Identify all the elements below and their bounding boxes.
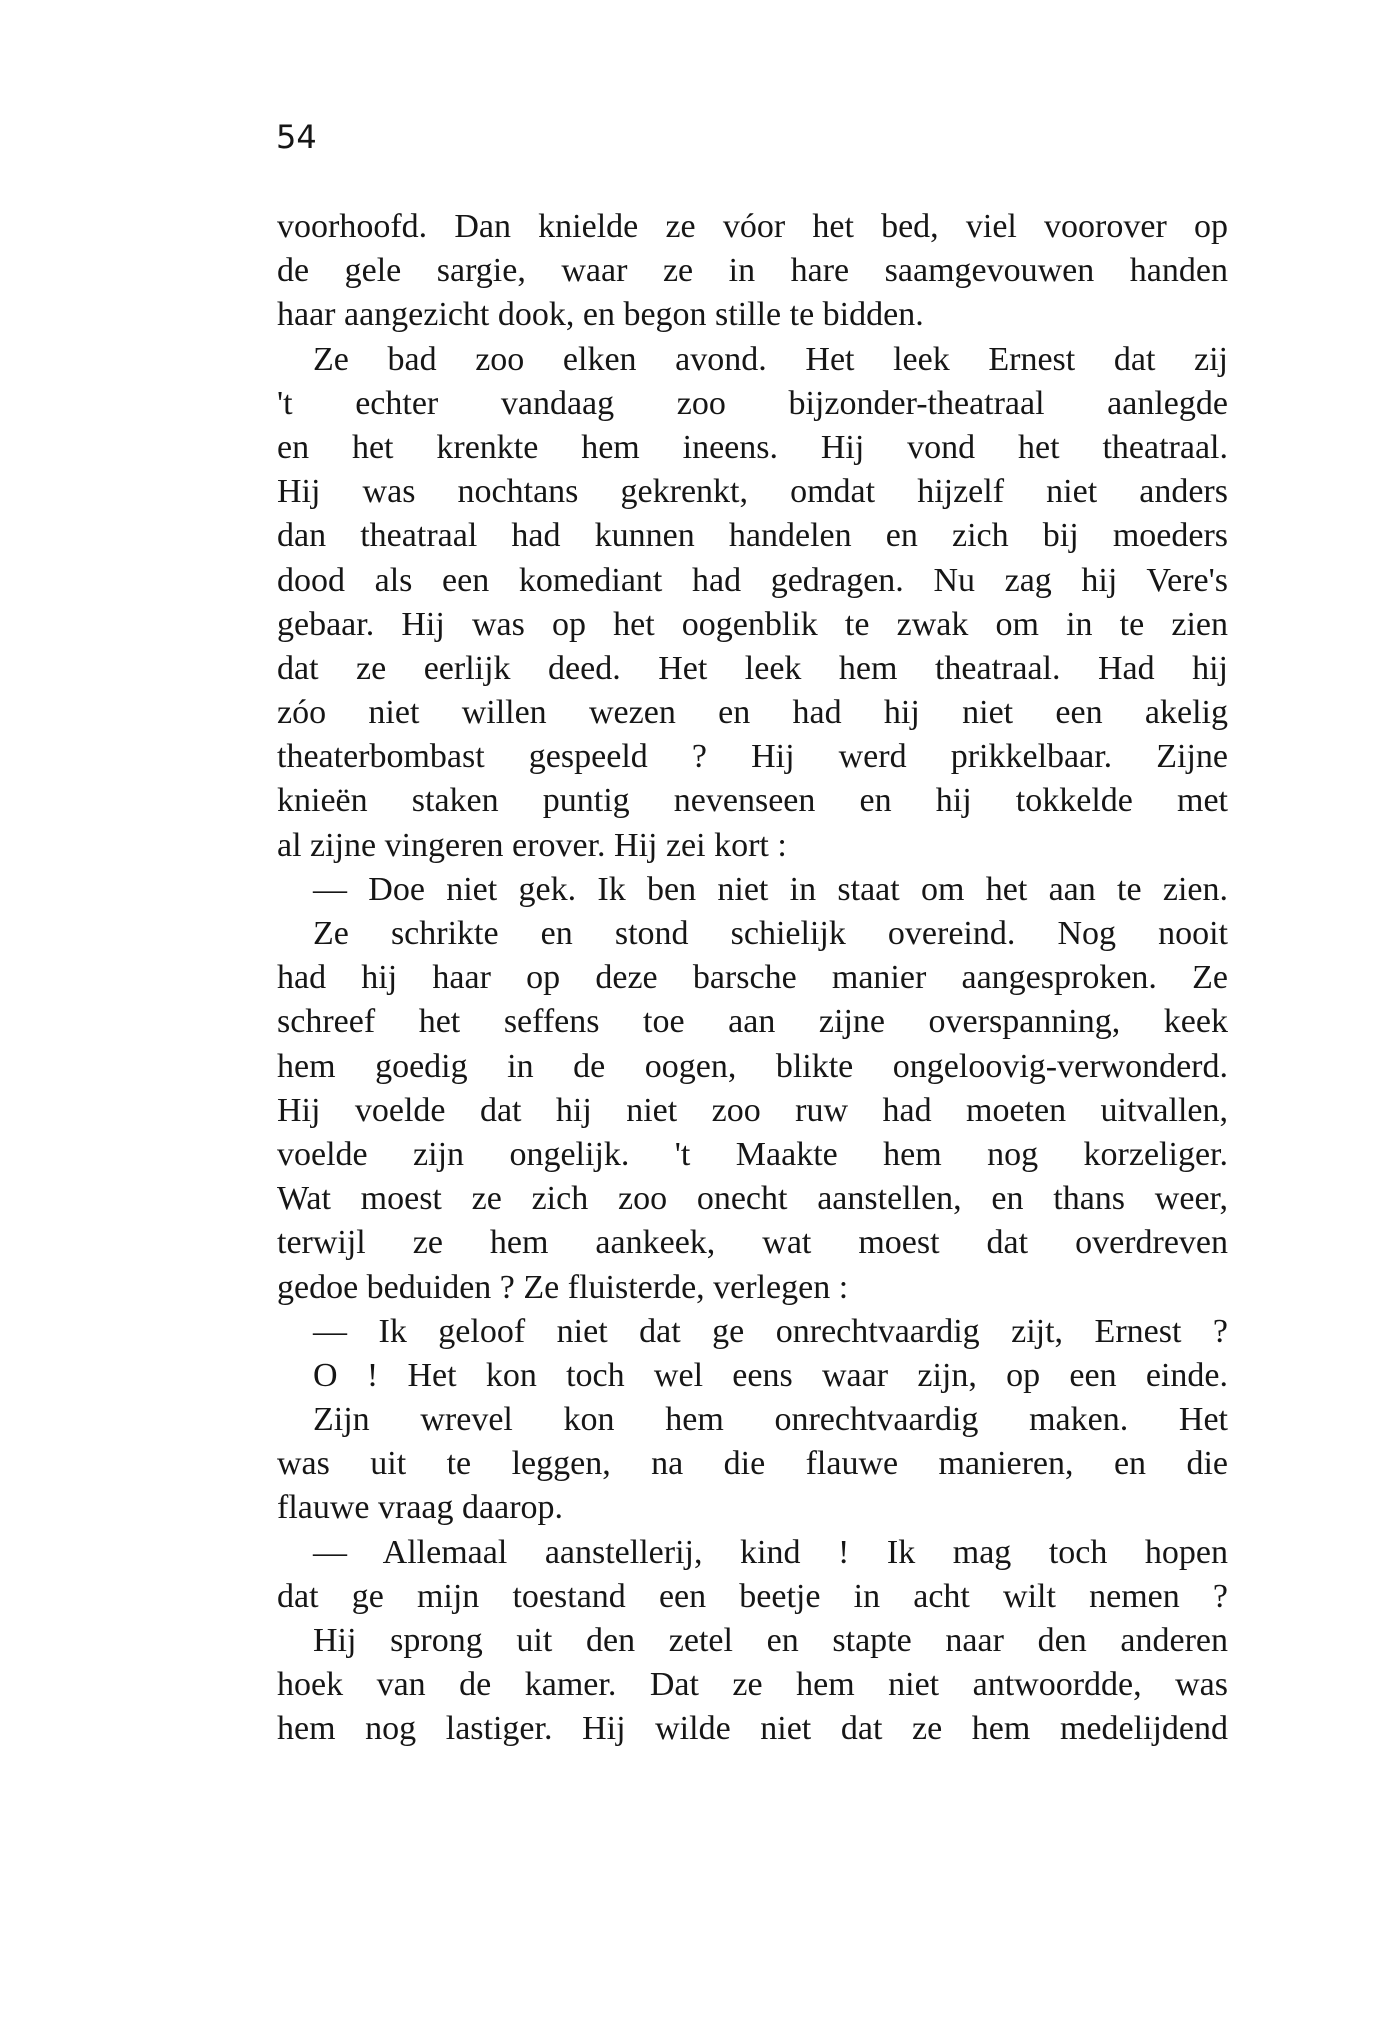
text-line: gedoe beduiden ? Ze fluisterde, verlegen : xyxy=(277,1268,849,1306)
text-line: Ze bad zoo elken avond. Het leek Ernest dat zij xyxy=(313,340,1228,378)
text-line: gebaar. Hij was op het oogenblik te zwak om in te zien xyxy=(277,605,1228,643)
text-line: dan theatraal had kunnen handelen en zich bij moeders xyxy=(277,517,1228,555)
text-line: hoek van de kamer. Dat ze hem niet antwoordde, was xyxy=(277,1666,1228,1704)
text-line: 't echter vandaag zoo bijzonder-theatraal aanlegde xyxy=(277,384,1228,422)
text-line: was uit te leggen, na die flauwe manieren, en die xyxy=(277,1445,1228,1483)
text-line: — Doe niet gek. Ik ben niet in staat om het aan te zien. xyxy=(313,870,1228,908)
text-line: zóo niet willen wezen en had hij niet een akelig xyxy=(277,694,1228,732)
text-line: haar aangezicht dook, en begon stille te bidden. xyxy=(277,296,924,334)
text-line: flauwe vraag daarop. xyxy=(277,1489,564,1527)
text-line: Hij sprong uit den zetel en stapte naar den anderen xyxy=(313,1622,1228,1659)
page-number: 54 xyxy=(276,118,317,156)
text-line: Ze schrikte en stond schielijk overeind. Nog nooit xyxy=(313,915,1228,952)
text-line: dood als een komediant had gedragen. Nu zag hij Vere's xyxy=(277,561,1228,599)
text-line: Wat moest ze zich zoo onecht aanstellen, en thans weer, xyxy=(277,1180,1228,1218)
text-line: knieën staken puntig nevenseen en hij tokkelde met xyxy=(277,782,1228,820)
text-line: Hij was nochtans gekrenkt, omdat hijzelf niet anders xyxy=(277,473,1228,511)
text-line: theaterbombast gespeeld ? Hij werd prikkelbaar. Zijne xyxy=(277,738,1228,776)
text-line: — Ik geloof niet dat ge onrechtvaardig zijt, Ernest ? xyxy=(313,1312,1228,1350)
text-line: terwijl ze hem aankeek, wat moest dat overdreven xyxy=(277,1224,1228,1262)
text-line: hem nog lastiger. Hij wilde niet dat ze hem medelijdend xyxy=(277,1710,1228,1748)
text-line: Hij voelde dat hij niet zoo ruw had moeten uitvallen, xyxy=(277,1091,1228,1129)
body-text xyxy=(277,205,1228,1752)
text-line: — Allemaal aanstellerij, kind ! Ik mag toch hopen xyxy=(313,1533,1228,1571)
text-line: Zijn wrevel kon hem onrechtvaardig maken. Het xyxy=(313,1401,1228,1439)
text-line: schreef het seffens toe aan zijne overspanning, keek xyxy=(277,1003,1228,1041)
text-line: de gele sargie, waar ze in hare saamgevouwen handen xyxy=(277,252,1228,290)
text-line: al zijne vingeren erover. Hij zei kort : xyxy=(277,826,787,864)
text-line: had hij haar op deze barsche manier aangesproken. Ze xyxy=(277,959,1228,997)
text-line: dat ge mijn toestand een beetje in acht wilt nemen ? xyxy=(277,1577,1228,1615)
text-line: en het krenkte hem ineens. Hij vond het theatraal. xyxy=(277,428,1228,466)
text-line: O ! Het kon toch wel eens waar zijn, op een einde. xyxy=(313,1356,1228,1394)
text-line: voelde zijn ongelijk. 't Maakte hem nog korzeliger. xyxy=(277,1135,1228,1173)
text-line: dat ze eerlijk deed. Het leek hem theatraal. Had hij xyxy=(277,649,1228,687)
text-line: hem goedig in de oogen, blikte ongeloovig-verwonderd. xyxy=(277,1047,1228,1085)
text-line: voorhoofd. Dan knielde ze vóor het bed, viel voorover op xyxy=(277,208,1228,245)
